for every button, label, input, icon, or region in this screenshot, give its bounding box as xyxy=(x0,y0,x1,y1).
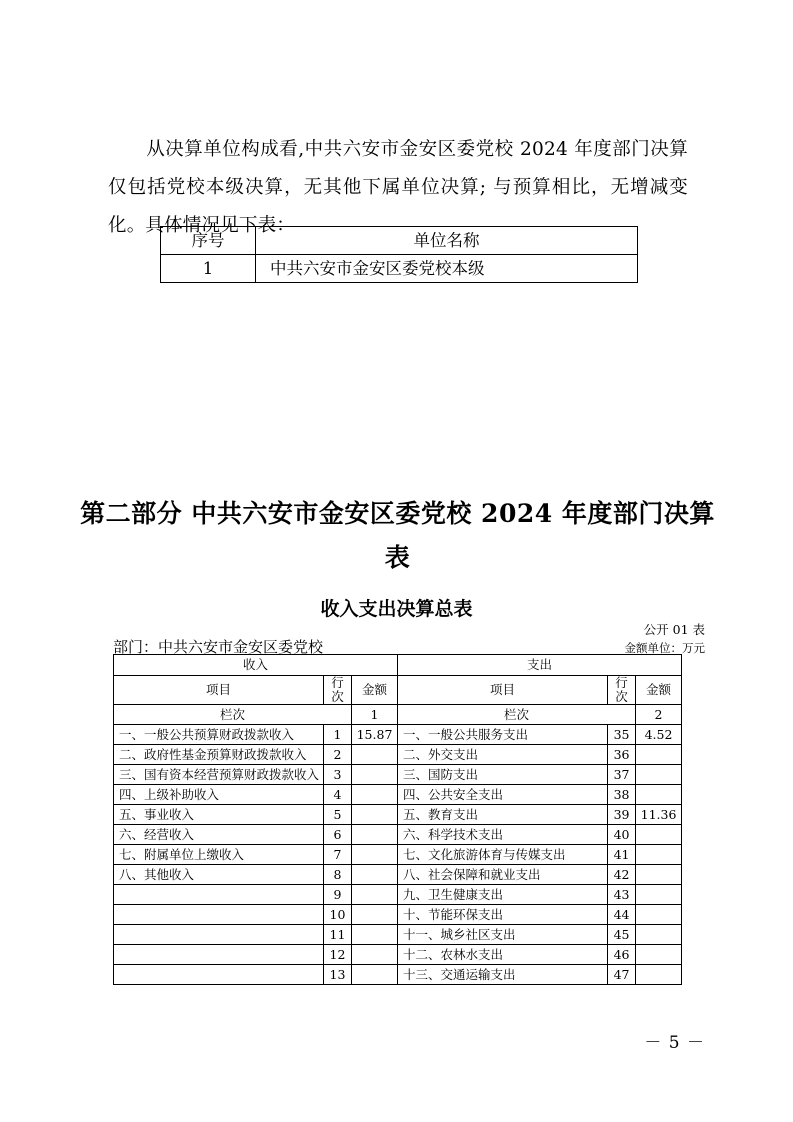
cell-expense_line: 40 xyxy=(608,825,636,845)
cell-expense_item: 十三、交通运输支出 xyxy=(398,965,608,985)
cell-income_amount xyxy=(352,945,398,965)
cell-income_amount xyxy=(352,925,398,945)
col-header-income-amount: 金额 xyxy=(352,676,398,705)
cell-expense_amount xyxy=(636,845,682,865)
cell-expense_item: 九、卫生健康支出 xyxy=(398,885,608,905)
cell-expense_item: 三、国防支出 xyxy=(398,765,608,785)
cell-expense_amount xyxy=(636,905,682,925)
table-row xyxy=(114,785,682,805)
cell-income_amount xyxy=(352,765,398,785)
table-column-index-row xyxy=(114,705,682,725)
table-row xyxy=(114,825,682,845)
cell-expense_line: 45 xyxy=(608,925,636,945)
table-column-header-row xyxy=(114,676,682,705)
table-row xyxy=(114,965,682,985)
cell-income_amount xyxy=(352,965,398,985)
cell-expense_line: 41 xyxy=(608,845,636,865)
cell-income_amount: 15.87 xyxy=(352,725,398,745)
table-row xyxy=(114,765,682,785)
cell-expense_amount xyxy=(636,745,682,765)
table-row xyxy=(114,905,682,925)
col-header-income-line: 行次 xyxy=(324,676,352,705)
col-header-expense-line: 行次 xyxy=(608,676,636,705)
unit-row-name: 中共六安市金安区委党校本级 xyxy=(256,255,638,283)
cell-expense_line: 46 xyxy=(608,945,636,965)
cell-expense_amount xyxy=(636,865,682,885)
cell-expense_item: 七、文化旅游体育与传媒支出 xyxy=(398,845,608,865)
cell-income_item: 六、经营收入 xyxy=(114,825,324,845)
part-title xyxy=(70,492,725,580)
cell-income_line: 11 xyxy=(324,925,352,945)
cell-income_amount xyxy=(352,745,398,765)
unit-table-header-name: 单位名称 xyxy=(256,227,638,255)
cell-expense_amount xyxy=(636,965,682,985)
cell-expense_item: 五、教育支出 xyxy=(398,805,608,825)
table-header-row xyxy=(161,227,638,255)
cell-expense_item: 六、科学技术支出 xyxy=(398,825,608,845)
cell-income_amount xyxy=(352,885,398,905)
table-row xyxy=(114,925,682,945)
cell-income_item xyxy=(114,965,324,985)
group-header-expense: 支出 xyxy=(398,655,682,676)
group-header-income: 收入 xyxy=(114,655,398,676)
table-group-header-row xyxy=(114,655,682,676)
column-index-label-right: 栏次 xyxy=(398,705,636,725)
part-title-line2: 表 xyxy=(384,543,411,572)
cell-expense_amount xyxy=(636,765,682,785)
cell-income_amount xyxy=(352,825,398,845)
table-row xyxy=(114,805,682,825)
cell-income_line: 8 xyxy=(324,865,352,885)
cell-expense_amount xyxy=(636,885,682,905)
cell-income_line: 12 xyxy=(324,945,352,965)
cell-income_item xyxy=(114,885,324,905)
cell-income_item: 三、国有资本经营预算财政拨款收入 xyxy=(114,765,324,785)
intro-text: 从决算单位构成看,中共六安市金安区委党校 2024 年度部门决算仅包括党校本级决算，无其他下属单位决算; 与预算相比，无增减变化。具体情况见下表： xyxy=(108,138,688,236)
cell-income_line: 4 xyxy=(324,785,352,805)
cell-income_line: 10 xyxy=(324,905,352,925)
cell-income_item xyxy=(114,925,324,945)
department-line: 部门：中共六安市金安区委党校 xyxy=(113,638,324,656)
unit-table-header-seq: 序号 xyxy=(161,227,256,255)
column-index-right: 2 xyxy=(636,705,682,725)
cell-income_line: 9 xyxy=(324,885,352,905)
cell-income_line: 7 xyxy=(324,845,352,865)
table-row xyxy=(114,865,682,885)
cell-expense_amount: 11.36 xyxy=(636,805,682,825)
column-index-left: 1 xyxy=(352,705,398,725)
cell-income_item xyxy=(114,945,324,965)
cell-expense_line: 44 xyxy=(608,905,636,925)
cell-expense_item: 十一、城乡社区支出 xyxy=(398,925,608,945)
cell-expense_amount xyxy=(636,825,682,845)
table-row xyxy=(114,845,682,865)
cell-income_item: 一、一般公共预算财政拨款收入 xyxy=(114,725,324,745)
form-code: 公开 01 表 xyxy=(643,622,705,637)
cell-income_line: 3 xyxy=(324,765,352,785)
table-row xyxy=(114,885,682,905)
cell-expense_item: 一、一般公共服务支出 xyxy=(398,725,608,745)
cell-expense_item: 四、公共安全支出 xyxy=(398,785,608,805)
table-row xyxy=(114,725,682,745)
cell-income_amount xyxy=(352,845,398,865)
cell-income_line: 13 xyxy=(324,965,352,985)
cell-expense_item: 十、节能环保支出 xyxy=(398,905,608,925)
cell-income_item xyxy=(114,905,324,925)
cell-expense_amount xyxy=(636,785,682,805)
cell-income_amount xyxy=(352,805,398,825)
cell-expense_line: 39 xyxy=(608,805,636,825)
cell-income_item: 二、政府性基金预算财政拨款收入 xyxy=(114,745,324,765)
unit-row-seq: 1 xyxy=(161,255,256,283)
cell-income_amount xyxy=(352,865,398,885)
unit-composition-table xyxy=(160,226,638,283)
cell-income_line: 1 xyxy=(324,725,352,745)
cell-expense_line: 42 xyxy=(608,865,636,885)
cell-expense_line: 37 xyxy=(608,765,636,785)
cell-expense_line: 36 xyxy=(608,745,636,765)
cell-expense_amount xyxy=(636,925,682,945)
cell-income_item: 七、附属单位上缴收入 xyxy=(114,845,324,865)
cell-expense_line: 43 xyxy=(608,885,636,905)
cell-expense_line: 47 xyxy=(608,965,636,985)
cell-income_line: 5 xyxy=(324,805,352,825)
cell-income_item: 四、上级补助收入 xyxy=(114,785,324,805)
cell-expense_item: 十二、农林水支出 xyxy=(398,945,608,965)
column-index-label-left: 栏次 xyxy=(114,705,352,725)
sheet-title: 收入支出决算总表 xyxy=(320,598,473,620)
cell-income_line: 6 xyxy=(324,825,352,845)
table-row xyxy=(114,745,682,765)
cell-expense_amount: 4.52 xyxy=(636,725,682,745)
income-expense-summary-table xyxy=(113,654,682,985)
cell-income_item: 八、其他收入 xyxy=(114,865,324,885)
page-number: － 5 － xyxy=(644,1033,705,1053)
part-title-line1: 第二部分 中共六安市金安区委党校 2024 年度部门决算 xyxy=(80,499,715,528)
cell-income_amount xyxy=(352,905,398,925)
cell-income_line: 2 xyxy=(324,745,352,765)
cell-expense_line: 35 xyxy=(608,725,636,745)
col-header-income-item: 项目 xyxy=(114,676,324,705)
cell-expense_line: 38 xyxy=(608,785,636,805)
cell-expense_amount xyxy=(636,945,682,965)
col-header-expense-item: 项目 xyxy=(398,676,608,705)
amount-unit-note: 金额单位：万元 xyxy=(624,641,705,655)
cell-income_item: 五、事业收入 xyxy=(114,805,324,825)
cell-expense_item: 二、外交支出 xyxy=(398,745,608,765)
table-row xyxy=(114,945,682,965)
cell-income_amount xyxy=(352,785,398,805)
cell-expense_item: 八、社会保障和就业支出 xyxy=(398,865,608,885)
table-row xyxy=(161,255,638,283)
col-header-expense-amount: 金额 xyxy=(636,676,682,705)
